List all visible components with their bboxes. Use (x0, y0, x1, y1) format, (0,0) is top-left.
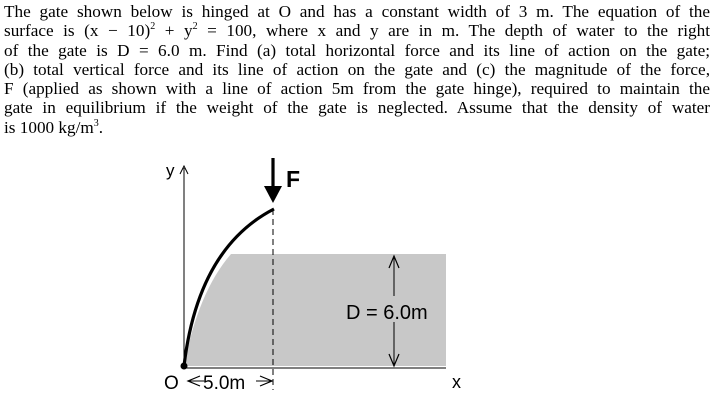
equation-exponent-1: 2 (150, 21, 156, 33)
equation-exponent-2: 2 (192, 21, 198, 33)
force-arrowhead (264, 186, 282, 203)
problem-line-7-pre: is 1000 kg/m (4, 117, 94, 137)
problem-line-5: F (applied as shown with a line of action 5m from the gate hinge), required to maintain the (4, 79, 710, 99)
depth-label: D = 6.0m (346, 302, 428, 324)
hinge-point (181, 363, 188, 370)
problem-line-1: The gate shown below is hinged at O and has a constant width of 3 m. The equation of the (4, 2, 710, 21)
problem-line-6: gate in equilibrium if the weight of the gate is neglected. Assume that the density of water (4, 98, 710, 118)
y-axis-label: y (166, 161, 175, 180)
problem-line-4: (b) total vertical force and its line of action on the gate and (c) the magnitude of the force, (4, 59, 710, 79)
equation-part-c: = 100 (197, 21, 253, 41)
origin-label: O (164, 373, 179, 394)
x-axis-label: x (452, 372, 461, 392)
problem-line-2-post: , where x and y are in m. The depth of water to the right (252, 21, 710, 41)
problem-line-2-pre: surface is (4, 21, 85, 41)
force-label: F (286, 166, 301, 192)
density-exponent: 3 (93, 117, 99, 129)
equation-part-b: + y (155, 21, 193, 41)
problem-line-7-post: . (98, 117, 104, 137)
problem-line-3: of the gate is D = 6.0 m. Find (a) total horizontal force and its line of action on the gate; (4, 40, 710, 60)
distance-label: 5.0m (203, 373, 246, 394)
equation-part-a: (x − 10) (84, 21, 151, 41)
